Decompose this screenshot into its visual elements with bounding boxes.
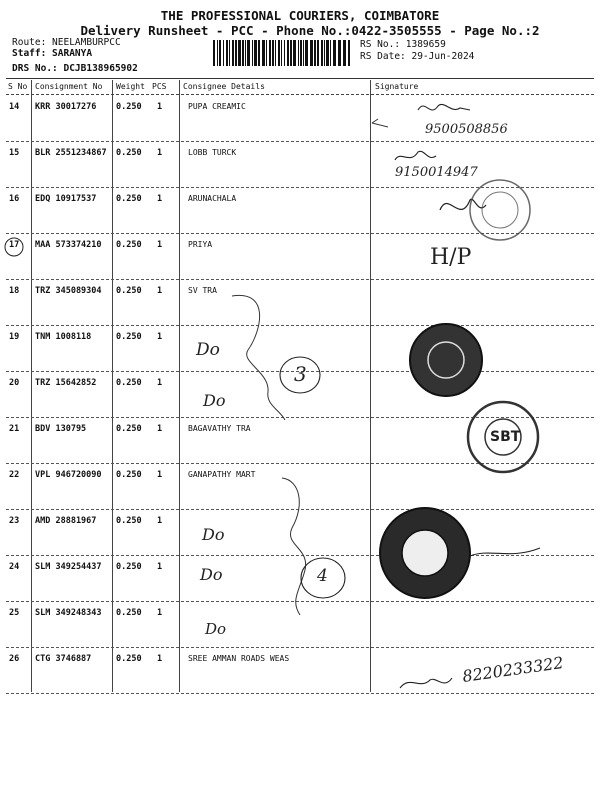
row-sno: 26 (9, 654, 20, 664)
row-consignment-no: VPL 946720090 (35, 470, 102, 480)
row-weight: 0.250 (116, 194, 142, 204)
handwritten-ditto-25: Do (205, 620, 227, 638)
handwritten-phone-26: 8220233322 (461, 653, 565, 686)
row-sno: 21 (9, 424, 20, 434)
row-weight: 0.250 (116, 102, 142, 112)
row-pcs: 1 (157, 516, 163, 526)
handwritten-count-4: 4 (317, 566, 328, 586)
row-pcs: 1 (157, 332, 163, 342)
signature-row-14 (418, 104, 470, 110)
runsheet-subtitle: Delivery Runsheet - PCC - Phone No.:0422-3505555 - Page No.:2 (80, 23, 540, 38)
ditto-bracket-18-20 (232, 295, 285, 420)
row-consignee: PUPA CREAMIC (188, 102, 246, 111)
drs-number: DRS No.: DCJB138965902 (12, 63, 138, 74)
route-label: Route: NEELAMBURPCC (12, 37, 121, 48)
row-pcs: 1 (157, 148, 163, 158)
stamp-row-16 (470, 180, 530, 240)
row-pcs: 1 (157, 378, 163, 388)
row-consignment-no: CTG 3746887 (35, 654, 92, 664)
company-title: THE PROFESSIONAL COURIERS, COIMBATORE (160, 8, 440, 23)
row-pcs: 1 (157, 194, 163, 204)
rs-date: RS Date: 29-Jun-2024 (360, 51, 475, 62)
signature-row-16 (440, 199, 486, 210)
arrow-mark (372, 119, 388, 127)
handwritten-ditto-24: Do (200, 565, 223, 584)
row-consignment-no: TRZ 15642852 (35, 378, 97, 388)
handwritten-ditto-19: Do (196, 340, 220, 360)
col-sno-header: S No (8, 82, 28, 91)
stamp-sbt-text: SBT (490, 429, 521, 445)
col-pcs-header: PCS (152, 82, 167, 91)
row-consignee: BAGAVATHY TRA (188, 424, 251, 433)
row-weight: 0.250 (116, 516, 142, 526)
row-weight: 0.250 (116, 470, 142, 480)
handwritten-ditto-20: Do (203, 391, 226, 410)
row-consignee: GANAPATHY MART (188, 470, 256, 479)
row-weight: 0.250 (116, 286, 142, 296)
row-sno: 22 (9, 470, 20, 480)
handwritten-count-3: 3 (294, 362, 307, 386)
handwritten-phone-14: 9500508856 (425, 122, 508, 137)
row-sno: 17 (9, 240, 20, 250)
signature-row-15 (395, 151, 436, 160)
row-pcs: 1 (157, 654, 163, 664)
col-consignee-header: Consignee Details (183, 82, 265, 91)
row-consignment-no: MAA 573374210 (35, 240, 102, 250)
row-pcs: 1 (157, 608, 163, 618)
row-pcs: 1 (157, 240, 163, 250)
row-sno: 19 (9, 332, 20, 342)
row-consignee: SREE AMMAN ROADS WEAS (188, 654, 290, 663)
row-sno: 16 (9, 194, 20, 204)
row-consignee: SV TRA (188, 286, 217, 295)
row-weight: 0.250 (116, 562, 142, 572)
row-sno: 23 (9, 516, 20, 526)
stamp-row-19 (410, 324, 482, 396)
row-sno: 24 (9, 562, 20, 572)
row-pcs: 1 (157, 424, 163, 434)
stamp-row-23 (380, 508, 470, 598)
row-weight: 0.250 (116, 332, 142, 342)
col-weight-header: Weight (116, 82, 145, 91)
row-weight: 0.250 (116, 654, 142, 664)
col-signature-header: Signature (375, 82, 419, 91)
row-pcs: 1 (157, 562, 163, 572)
row-consignment-no: KRR 30017276 (35, 102, 97, 112)
row-weight: 0.250 (116, 608, 142, 618)
row-consignment-no: TNM 1008118 (35, 332, 92, 342)
row-sno: 15 (9, 148, 20, 158)
row-weight: 0.250 (116, 148, 142, 158)
row-consignment-no: BLR 2551234867 (35, 148, 107, 158)
row-17-circle-mark (5, 238, 23, 256)
row-consignment-no: BDV 130795 (35, 424, 87, 434)
row-sno: 20 (9, 378, 20, 388)
row-sno: 18 (9, 286, 20, 296)
row-pcs: 1 (157, 470, 163, 480)
row-weight: 0.250 (116, 378, 142, 388)
row-pcs: 1 (157, 102, 163, 112)
row-consignment-no: EDQ 10917537 (35, 194, 97, 204)
handwritten-ditto-23: Do (202, 525, 225, 544)
row-pcs: 1 (157, 286, 163, 296)
row-consignment-no: SLM 349248343 (35, 608, 102, 618)
row-consignment-no: AMD 28881967 (35, 516, 97, 526)
row-sno: 14 (9, 102, 20, 112)
row-sno: 25 (9, 608, 20, 618)
row-consignee: ARUNACHALA (188, 194, 237, 203)
rs-number: RS No.: 1389659 (360, 39, 446, 50)
row-weight: 0.250 (116, 240, 142, 250)
handwritten-mark-17: H/P (430, 245, 472, 270)
staff-label: Staff: SARANYA (12, 48, 93, 59)
handwritten-phone-15: 9150014947 (395, 165, 478, 180)
row-consignment-no: SLM 349254437 (35, 562, 102, 572)
row-consignment-no: TRZ 345089304 (35, 286, 102, 296)
col-consignment-header: Consignment No (35, 82, 103, 91)
row-consignee: LOBB TURCK (188, 148, 237, 157)
row-consignee: PRIYA (188, 240, 213, 249)
signature-row-26 (400, 678, 452, 688)
ditto-bracket-22-25 (282, 478, 306, 615)
row-weight: 0.250 (116, 424, 142, 434)
